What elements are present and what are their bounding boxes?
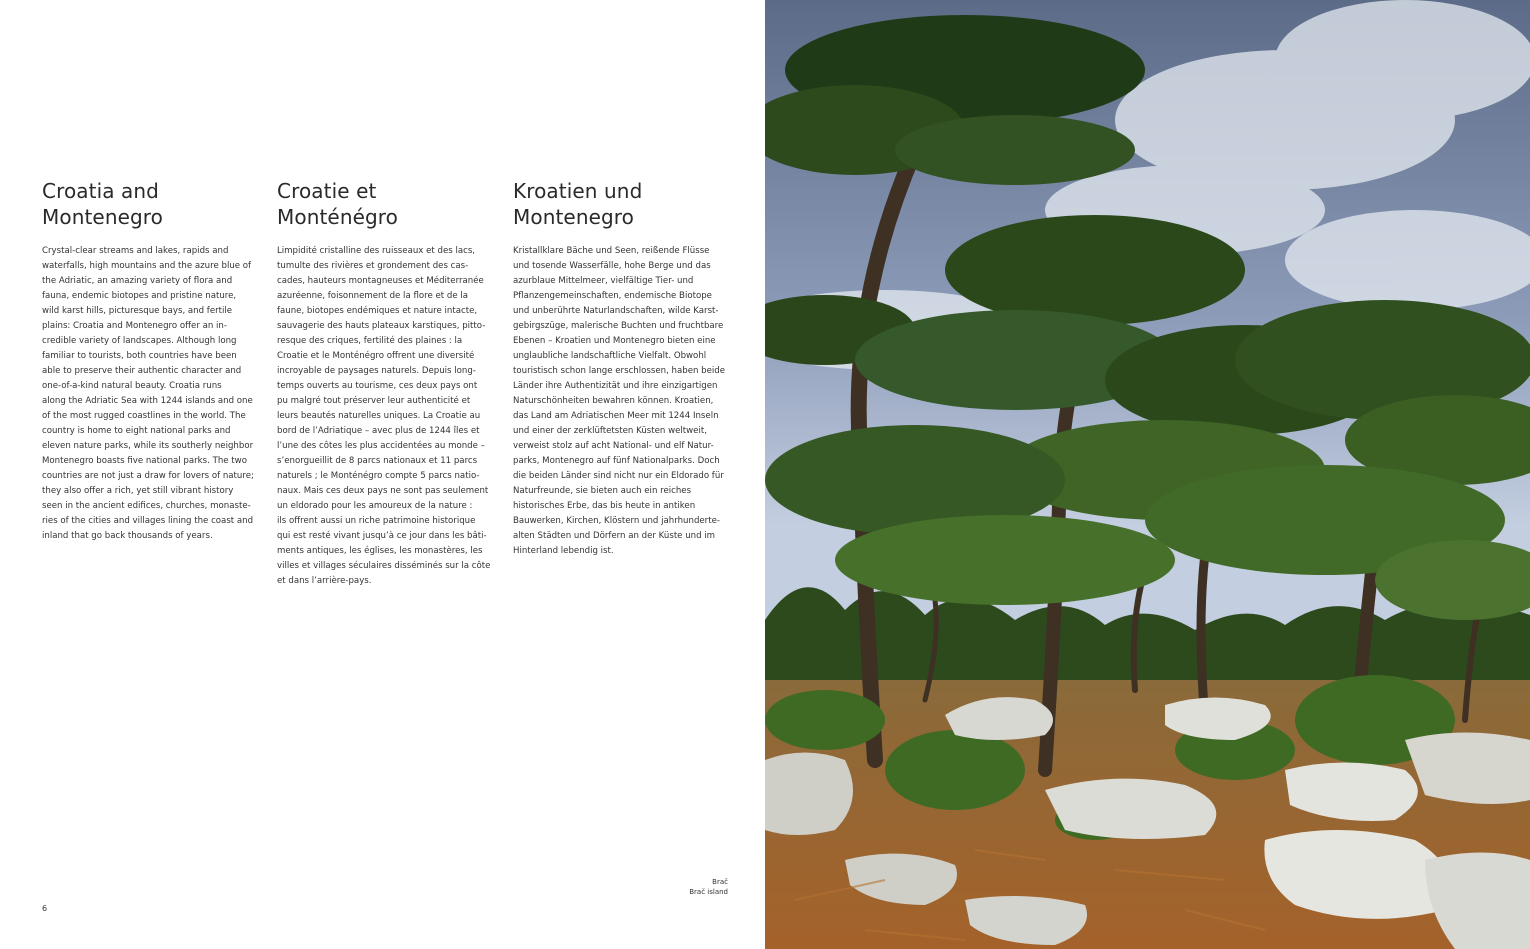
photo-caption: [689, 877, 728, 897]
body-french: Limpidité cristalline des ruisseaux et des lacs, tumulte des rivières et grondement des cas- cades, hauteurs montagneuses et Méditerranée azuréenne, foisonnement de la flore et de la faune, biotopes endémiques et nature intacte, sauvagerie des hauts plateaux karstiques, pitto- resque des criques, fertilité des plaines : la Croatie et le Monténégro offrent une diversité incroyable de paysages naturels. Depuis long- temps ouverts au tourisme, ces deux pays ont pu malgré tout préserver leur authenticité et leurs beautés naturelles uniques. La Croatie au bord de l’Adriatique – avec plus de 1244 îles et l’une des côtes les plus accidentées au monde – s’enorgueillit de 8 parcs nationaux et 11 parcs naturels ; le Monténégro compte 5 parcs natio- naux. Mais ces deux pays ne sont pas seulement un eldorado pour les amoureux de la nature : ils offrent aussi un riche patrimoine historique qui est resté vivant jusqu’à ce jour dans les bâti- ments antiques, les églises, les monastères, les villes et villages séculaires disséminés sur la côte et dans l’arrière-pays.: [277, 246, 491, 586]
landscape-photo: [765, 0, 1530, 949]
pine-forest-illustration: [765, 0, 1530, 949]
caption-line-2: Brač island: [689, 888, 728, 896]
page-number: 6: [42, 904, 48, 913]
column-english: [42, 178, 260, 544]
caption-line-1: Brač: [712, 878, 728, 886]
heading-english: Croatia and Montenegro: [42, 179, 164, 229]
body-english: Crystal-clear streams and lakes, rapids and waterfalls, high mountains and the azure blue of the Adriatic, an amazing variety of flora and fauna, endemic biotopes and pristine nature, wild karst hills, picturesque bays, and fertile plains: Croatia and Montenegro offer an in- credible variety of landscapes. Although long familiar to tourists, both countries have been able to preserve their authentic character and one-of-a-kind natural beauty. Croatia runs along the Adriatic Sea with 1244 islands and one of the most rugged coastlines in the world. The country is home to eight national parks and eleven nature parks, while its southerly neighbor Montenegro boasts five national parks. The two countries are not just a draw for lovers of nature; they also offer a rich, yet still vibrant history seen in the ancient edifices, churches, monaste- ries of the cities and villages lining the coast and inland that go back thousands of years.: [42, 246, 254, 541]
heading-french: Croatie et Monténégro: [277, 179, 399, 229]
column-german: [513, 178, 731, 559]
heading-german: Kroatien und Montenegro: [513, 179, 643, 229]
body-german: Kristallklare Bäche und Seen, reißende Flüsse und tosende Wasserfälle, hohe Berge und das azurblaue Mittelmeer, vielfältige Tier- und Pflanzengemeinschaften, endemische Biotope und unberührte Naturlandschaften, wilde Karst- gebirgszüge, malerische Buchten und fruchtbare Ebenen – Kroatien und Montenegro bieten eine unglaubliche landschaftliche Vielfalt. Obwohl touristisch schon lange erschlossen, haben beide Länder ihre Authentizität und ihre einzigartigen Naturschönheiten bewahren können. Kroatien, das Land am Adriatischen Meer mit 1244 Inseln und einer der zerklüftetsten Küsten weltweit, verweist stolz auf acht National- und elf Natur- parks, Montenegro auf fünf Nationalparks. Doch die beiden Länder sind nicht nur ein Eldorado für Naturfreunde, sie bieten auch ein reiches historisches Erbe, das bis heute in antiken Bauwerken, Kirchen, Klöstern und jahrhunderte- alten Städten und Dörfern an der Küste und im Hinterland lebendig ist.: [513, 246, 726, 556]
column-french: [277, 178, 495, 589]
